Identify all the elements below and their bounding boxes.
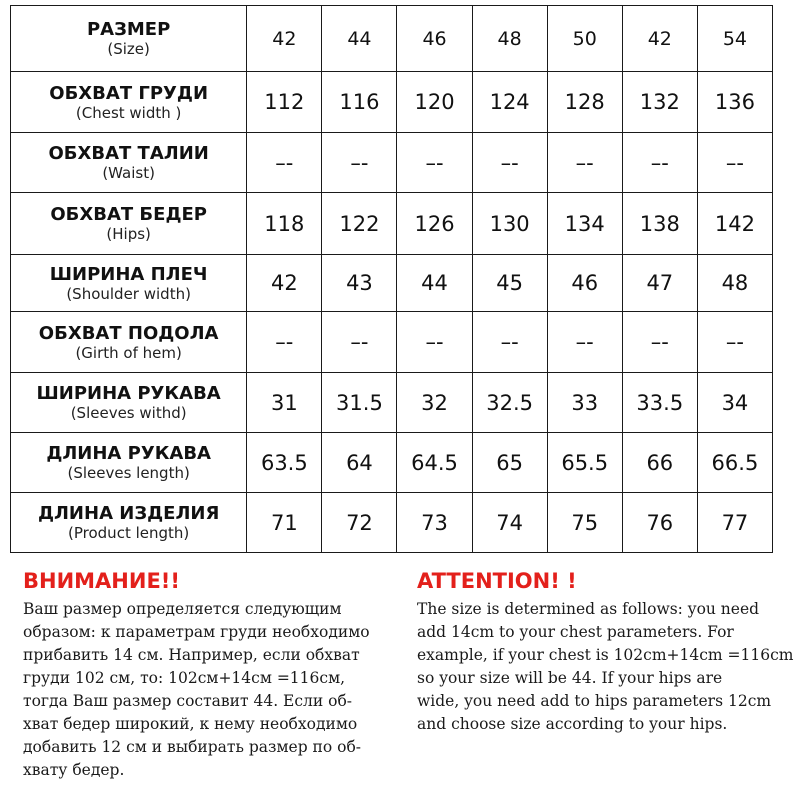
measurement-label-en: (Sleeves withd) bbox=[70, 404, 187, 422]
measurement-value-cell bbox=[472, 72, 547, 133]
measurement-value-cell bbox=[322, 433, 397, 493]
measurement-value: 73 bbox=[421, 510, 448, 535]
measurement-value-cell bbox=[547, 373, 622, 433]
measurement-value-cell bbox=[472, 433, 547, 493]
measurement-label-cell bbox=[11, 433, 247, 493]
measurement-value: –- bbox=[725, 150, 744, 175]
measurement-value: 132 bbox=[639, 90, 680, 114]
measurement-label-ru: РАЗМЕР bbox=[86, 19, 171, 40]
measurement-label-en: (Sleeves length) bbox=[67, 464, 190, 482]
measurement-value-cell bbox=[322, 255, 397, 312]
measurement-value: 63.5 bbox=[260, 450, 308, 475]
measurement-value-cell bbox=[247, 133, 322, 193]
measurement-value: 32 bbox=[421, 390, 448, 415]
size-value-cell bbox=[697, 6, 772, 72]
size-value-cell bbox=[547, 6, 622, 72]
measurement-value-cell bbox=[547, 433, 622, 493]
measurement-value: 72 bbox=[346, 510, 373, 535]
measurement-value-cell bbox=[397, 255, 472, 312]
russian-attention-note bbox=[23, 567, 403, 782]
measurement-value: –- bbox=[575, 150, 594, 175]
size-value: 44 bbox=[347, 27, 372, 50]
note-line: wide, you need add to hips parameters 12cm bbox=[417, 692, 772, 710]
measurement-value: 126 bbox=[414, 211, 455, 236]
measurement-value: –- bbox=[275, 150, 294, 175]
size-row bbox=[11, 193, 773, 255]
measurement-label-ru: ОБХВАТ ГРУДИ bbox=[49, 82, 209, 104]
measurement-value: 42 bbox=[270, 271, 298, 295]
measurement-value-cell bbox=[397, 433, 472, 493]
measurement-value-cell bbox=[472, 255, 547, 312]
size-value: 50 bbox=[572, 27, 597, 50]
size-value: 42 bbox=[272, 27, 297, 50]
measurement-label-ru: ДЛИНА РУКАВА bbox=[46, 443, 211, 464]
note-line: прибавить 14 см. Например, если обхват bbox=[23, 646, 360, 664]
measurement-value-cell bbox=[322, 133, 397, 193]
measurement-value: 124 bbox=[489, 90, 530, 114]
measurement-value: 122 bbox=[339, 211, 380, 236]
measurement-label-en: (Hips) bbox=[106, 225, 151, 243]
measurement-value-cell bbox=[247, 493, 322, 553]
measurement-value: –- bbox=[350, 330, 369, 354]
measurement-label-ru: ОБХВАТ ПОДОЛА bbox=[38, 322, 219, 344]
measurement-value: 46 bbox=[571, 271, 599, 295]
measurement-label-cell bbox=[11, 72, 247, 133]
measurement-value: 128 bbox=[564, 90, 605, 114]
measurement-value-cell bbox=[622, 255, 697, 312]
measurement-value: 134 bbox=[564, 211, 605, 236]
measurement-value: 76 bbox=[646, 510, 674, 535]
measurement-value-cell bbox=[697, 433, 772, 493]
size-row bbox=[11, 312, 773, 373]
measurement-value-cell bbox=[622, 373, 697, 433]
measurement-value: 138 bbox=[639, 211, 680, 236]
measurement-value: 120 bbox=[414, 90, 455, 114]
measurement-value-cell bbox=[322, 312, 397, 373]
measurement-value: –- bbox=[725, 330, 744, 354]
measurement-value: 142 bbox=[714, 211, 755, 236]
measurement-value: –- bbox=[650, 330, 669, 354]
measurement-label-ru: ШИРИНА РУКАВА bbox=[36, 383, 221, 404]
measurement-value: 75 bbox=[571, 510, 599, 535]
measurement-label-ru: ШИРИНА ПЛЕЧ bbox=[49, 263, 208, 285]
measurement-label-cell bbox=[11, 193, 247, 255]
measurement-value-cell bbox=[322, 493, 397, 553]
measurement-value: 66 bbox=[646, 450, 674, 475]
measurement-value-cell bbox=[547, 493, 622, 553]
note-line: Ваш размер определяется следующим bbox=[23, 600, 342, 618]
measurement-label-ru: ДЛИНА ИЗДЕЛИЯ bbox=[37, 503, 220, 524]
size-row bbox=[11, 373, 773, 433]
measurement-value: 74 bbox=[496, 510, 523, 535]
measurement-value-cell bbox=[547, 72, 622, 133]
measurement-value: 43 bbox=[346, 271, 373, 295]
measurement-label-en: (Size) bbox=[107, 40, 150, 58]
measurement-value-cell bbox=[472, 133, 547, 193]
measurement-label-cell bbox=[11, 255, 247, 312]
note-line: add 14cm to your chest parameters. For bbox=[417, 623, 734, 641]
measurement-value-cell bbox=[397, 72, 472, 133]
measurement-value: 31.5 bbox=[336, 390, 383, 415]
note-line: хват бедер широкий, к нему необходимо bbox=[23, 715, 358, 733]
measurement-value-cell bbox=[622, 433, 697, 493]
measurement-value: –- bbox=[275, 330, 294, 354]
note-line: добавить 12 см и выбирать размер по об- bbox=[23, 738, 362, 756]
measurement-label-en: (Waist) bbox=[102, 164, 155, 182]
measurement-value-cell bbox=[247, 72, 322, 133]
measurement-label-en: (Chest width ) bbox=[75, 103, 182, 122]
measurement-value-cell bbox=[397, 133, 472, 193]
measurement-value-cell bbox=[397, 493, 472, 553]
measurement-value-cell bbox=[247, 255, 322, 312]
measurement-value: 71 bbox=[270, 510, 298, 535]
measurement-value-cell bbox=[622, 133, 697, 193]
russian-attention-title: ВНИМАНИЕ!! bbox=[23, 569, 180, 593]
size-row bbox=[11, 133, 773, 193]
measurement-value-cell bbox=[697, 312, 772, 373]
measurement-value-cell bbox=[472, 493, 547, 553]
measurement-value-cell bbox=[397, 312, 472, 373]
note-line: so your size will be 44. If your hips are bbox=[417, 669, 723, 687]
size-value-cell bbox=[322, 6, 397, 72]
measurement-value: 47 bbox=[646, 271, 674, 295]
measurement-label-ru: ОБХВАТ ТАЛИИ bbox=[48, 143, 209, 164]
measurement-value: 31 bbox=[270, 390, 298, 415]
measurement-value-cell bbox=[247, 312, 322, 373]
measurement-value-cell bbox=[547, 133, 622, 193]
measurement-value-cell bbox=[622, 493, 697, 553]
measurement-value-cell bbox=[322, 193, 397, 255]
english-attention-text bbox=[417, 598, 800, 736]
size-value-cell bbox=[247, 6, 322, 72]
size-row bbox=[11, 72, 773, 133]
english-attention-note bbox=[417, 567, 800, 736]
measurement-value: 33.5 bbox=[636, 390, 684, 415]
measurement-value: 116 bbox=[339, 90, 380, 114]
measurement-label-en: (Girth of hem) bbox=[75, 343, 182, 362]
measurement-value-cell bbox=[397, 373, 472, 433]
measurement-value-cell bbox=[547, 312, 622, 373]
measurement-value-cell bbox=[622, 193, 697, 255]
size-value: 54 bbox=[722, 27, 748, 50]
measurement-label-ru: ОБХВАТ БЕДЕР bbox=[50, 204, 207, 225]
size-row bbox=[11, 6, 773, 72]
measurement-value: –- bbox=[500, 330, 519, 354]
measurement-label-en: (Product length) bbox=[68, 524, 190, 542]
measurement-label-cell bbox=[11, 373, 247, 433]
measurement-value-cell bbox=[697, 493, 772, 553]
measurement-value: 118 bbox=[264, 211, 305, 236]
size-chart-table bbox=[10, 5, 773, 553]
size-row bbox=[11, 493, 773, 553]
measurement-value-cell bbox=[472, 312, 547, 373]
size-value: 42 bbox=[647, 27, 672, 50]
measurement-value-cell bbox=[697, 72, 772, 133]
size-value-cell bbox=[397, 6, 472, 72]
note-line: The size is determined as follows: you need bbox=[417, 600, 760, 618]
english-attention-title: ATTENTION! ! bbox=[417, 569, 577, 593]
note-line: хвату бедер. bbox=[23, 761, 125, 779]
measurement-value: –- bbox=[350, 150, 369, 175]
measurement-value-cell bbox=[697, 373, 772, 433]
measurement-value: 32.5 bbox=[486, 390, 533, 415]
measurement-value: 66.5 bbox=[711, 450, 759, 475]
measurement-value-cell bbox=[472, 373, 547, 433]
measurement-label-cell bbox=[11, 6, 247, 72]
measurement-value: –- bbox=[425, 330, 444, 354]
measurement-value: 33 bbox=[571, 390, 599, 415]
note-line: example, if your chest is 102cm+14cm =116cm bbox=[417, 646, 794, 664]
measurement-value-cell bbox=[322, 373, 397, 433]
measurement-value-cell bbox=[697, 255, 772, 312]
size-value-cell bbox=[472, 6, 547, 72]
measurement-value: –- bbox=[575, 330, 594, 354]
measurement-value-cell bbox=[622, 312, 697, 373]
measurement-value-cell bbox=[247, 433, 322, 493]
measurement-value-cell bbox=[622, 72, 697, 133]
measurement-value: 44 bbox=[421, 271, 448, 295]
measurement-value: –- bbox=[500, 150, 519, 175]
measurement-label-cell bbox=[11, 133, 247, 193]
measurement-value-cell bbox=[697, 193, 772, 255]
russian-attention-text bbox=[23, 598, 403, 782]
size-chart-body bbox=[11, 6, 773, 553]
measurement-value: –- bbox=[425, 150, 444, 175]
measurement-value: 130 bbox=[489, 211, 530, 236]
size-value-cell bbox=[622, 6, 697, 72]
size-row bbox=[11, 433, 773, 493]
note-line: образом: к параметрам груди необходимо bbox=[23, 623, 370, 641]
measurement-value-cell bbox=[472, 193, 547, 255]
measurement-label-en: (Shoulder width) bbox=[66, 284, 191, 303]
measurement-label-cell bbox=[11, 312, 247, 373]
size-value: 46 bbox=[422, 27, 447, 50]
measurement-value: –- bbox=[650, 150, 669, 175]
size-value: 48 bbox=[497, 27, 522, 50]
measurement-value: 77 bbox=[721, 510, 749, 535]
measurement-label-cell bbox=[11, 493, 247, 553]
measurement-value: 112 bbox=[264, 90, 305, 114]
measurement-value-cell bbox=[322, 72, 397, 133]
note-line: груди 102 см, то: 102см+14см =116см, bbox=[23, 669, 346, 687]
note-line: тогда Ваш размер составит 44. Если об- bbox=[23, 692, 353, 710]
measurement-value-cell bbox=[397, 193, 472, 255]
measurement-value-cell bbox=[697, 133, 772, 193]
size-row bbox=[11, 255, 773, 312]
measurement-value-cell bbox=[547, 193, 622, 255]
note-line: and choose size according to your hips. bbox=[417, 715, 728, 733]
measurement-value-cell bbox=[247, 373, 322, 433]
measurement-value-cell bbox=[547, 255, 622, 312]
measurement-value: 64 bbox=[346, 450, 373, 475]
measurement-value: 45 bbox=[496, 271, 523, 295]
measurement-value: 48 bbox=[721, 271, 749, 295]
measurement-value-cell bbox=[247, 193, 322, 255]
measurement-value: 136 bbox=[714, 90, 755, 114]
measurement-value: 34 bbox=[721, 390, 749, 415]
measurement-value: 64.5 bbox=[411, 450, 458, 475]
measurement-value: 65 bbox=[496, 450, 523, 475]
measurement-value: 65.5 bbox=[561, 450, 609, 475]
